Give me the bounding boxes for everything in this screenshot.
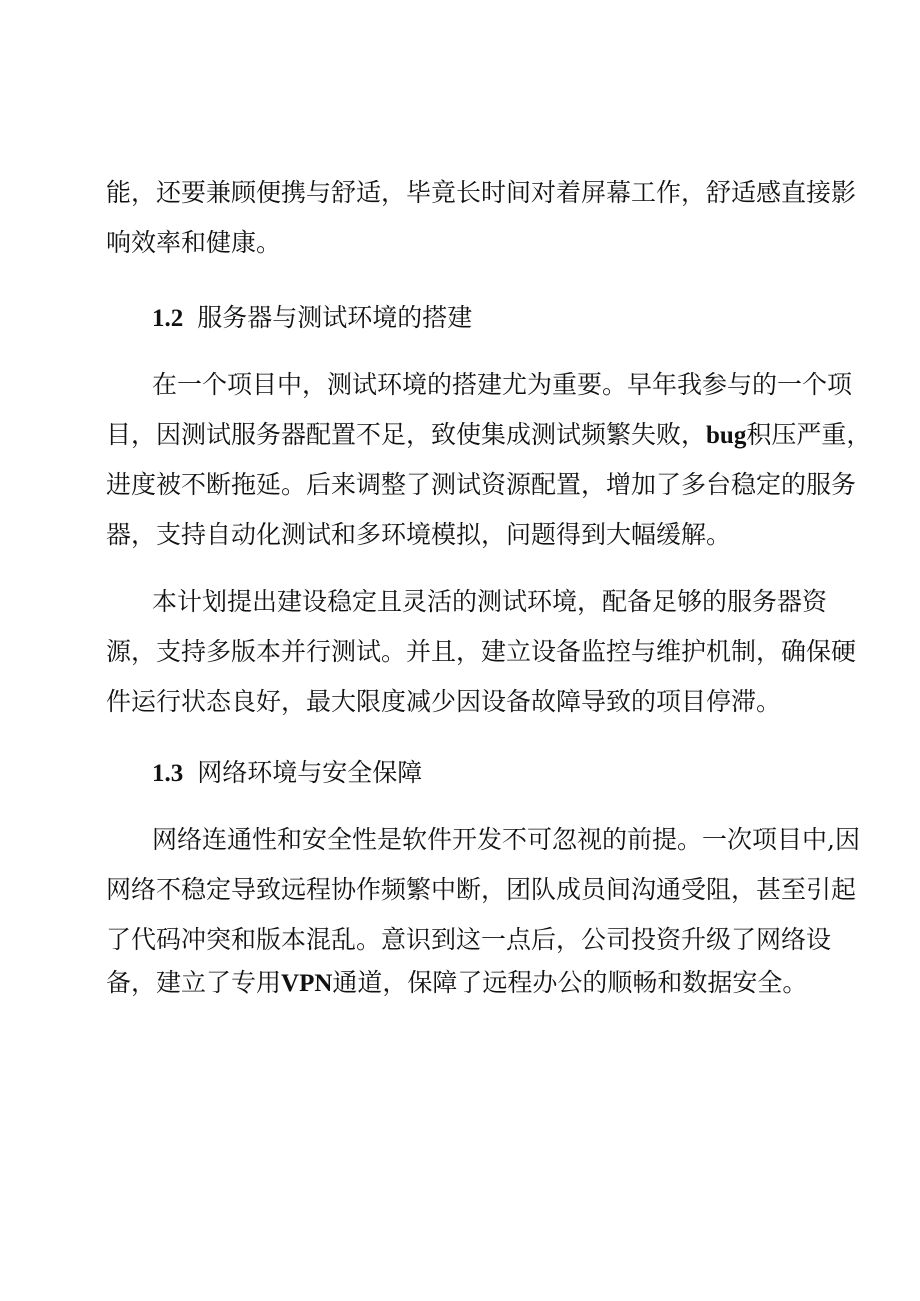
paragraph-line: 网络不稳定导致远程协作频繁中断，团队成员间沟通受阻，甚至引起 [106, 875, 857, 904]
paragraph-line: 响效率和健康。 [106, 228, 282, 257]
paragraph-line-text: 通道，保障了远程办公的顺畅和数据安全。 [332, 968, 808, 997]
section-heading-1-2 [152, 301, 472, 336]
paragraph-line-text: 备，建立了专用 [106, 968, 282, 997]
paragraph-line: 器，支持自动化测试和多环境模拟，问题得到大幅缓解。 [106, 520, 732, 549]
paragraph-line [106, 418, 872, 453]
paragraph-line [106, 966, 806, 1001]
section-title: 服务器与测试环境的搭建 [197, 303, 473, 332]
section-title: 网络环境与安全保障 [197, 758, 423, 787]
paragraph-line-text: 积压严重， [746, 420, 872, 449]
section-number: 1.2 [152, 305, 184, 332]
paragraph-line: 网络连通性和安全性是软件开发不可忽视的前提。一次项目中,因 [152, 825, 860, 854]
bold-term: VPN [281, 970, 333, 997]
paragraph-line: 在一个项目中，测试环境的搭建尤为重要。早年我参与的一个项 [152, 370, 853, 399]
section-heading-1-3 [152, 756, 422, 791]
paragraph-line-text: 目，因测试服务器配置不足，致使集成测试频繁失败， [106, 420, 707, 449]
paragraph-line: 能，还要兼顾便携与舒适，毕竟长时间对着屏幕工作，舒适感直接影 [106, 178, 857, 207]
paragraph-line: 本计划提出建设稳定且灵活的测试环境，配备足够的服务器资 [152, 587, 828, 616]
paragraph-line: 源，支持多版本并行测试。并且，建立设备监控与维护机制，确保硬 [106, 637, 857, 666]
section-number: 1.3 [152, 760, 184, 787]
paragraph-line: 了代码冲突和版本混乱。意识到这一点后，公司投资升级了网络设 [106, 925, 832, 954]
bold-term: bug [706, 422, 747, 449]
paragraph-line: 进度被不断拖延。后来调整了测试资源配置，增加了多台稳定的服务 [106, 470, 857, 499]
paragraph-line: 件运行状态良好，最大限度减少因设备故障导致的项目停滞。 [106, 687, 782, 716]
